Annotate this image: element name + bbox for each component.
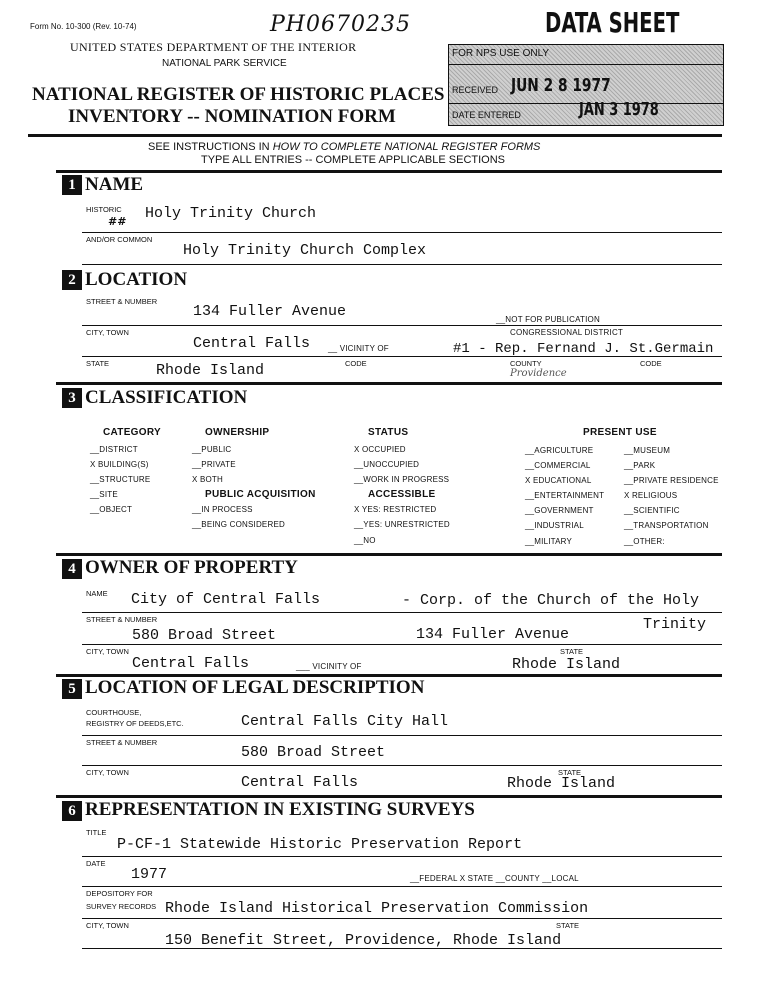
county-label: COUNTY xyxy=(510,359,542,368)
owner-city-label: CITY, TOWN xyxy=(86,647,129,656)
section-5-title: LOCATION OF LEGAL DESCRIPTION xyxy=(85,677,425,698)
location-street: 134 Fuller Avenue xyxy=(193,303,347,320)
date-entered-stamp: JAN 3 1978 xyxy=(579,99,659,120)
acquisition-item: __BEING CONSIDERED xyxy=(192,520,285,529)
location-state-label: STATE xyxy=(86,359,110,368)
category-item: X BUILDING(S) xyxy=(90,460,149,469)
section-3-number: 3 xyxy=(62,388,82,408)
use-item: __ENTERTAINMENT xyxy=(525,491,605,500)
status-item: __WORK IN PROGRESS xyxy=(354,475,450,484)
legal-city-label: CITY, TOWN xyxy=(86,768,129,777)
county-code-label: CODE xyxy=(640,359,662,368)
ownership-item: __PRIVATE xyxy=(192,460,236,469)
handwritten-id: PH0670235 xyxy=(270,12,411,37)
accessible-heading: ACCESSIBLE xyxy=(368,489,436,500)
date-entered-label: DATE ENTERED xyxy=(452,110,521,120)
section-5-number: 5 xyxy=(62,679,82,699)
category-heading: CATEGORY xyxy=(103,427,161,438)
category-item: __DISTRICT xyxy=(90,445,138,454)
present-use-heading: PRESENT USE xyxy=(583,427,657,438)
instructions-line2: TYPE ALL ENTRIES -- COMPLETE APPLICABLE SECTIONS xyxy=(201,154,506,166)
park-service: NATIONAL PARK SERVICE xyxy=(162,58,287,69)
courthouse-label-1: COURTHOUSE, xyxy=(86,708,142,717)
section-rule xyxy=(56,170,722,173)
owner-vicinity: ___ VICINITY OF xyxy=(296,662,362,671)
use-item: __MILITARY xyxy=(525,537,573,546)
form-title-line1: NATIONAL REGISTER OF HISTORIC PLACES xyxy=(32,84,445,105)
depository-label-2: SURVEY RECORDS xyxy=(86,902,157,911)
public-acquisition-heading: PUBLIC ACQUISITION xyxy=(205,489,316,500)
congressional-district: #1 - Rep. Fernand J. St.Germain xyxy=(453,341,714,357)
ownership-item: __PUBLIC xyxy=(192,445,232,454)
use-item: __GOVERNMENT xyxy=(525,506,594,515)
section-1-title: NAME xyxy=(85,174,144,195)
owner-city: Central Falls xyxy=(132,655,250,672)
survey-date: 1977 xyxy=(131,866,168,883)
not-for-publication: __NOT FOR PUBLICATION xyxy=(496,315,600,324)
legal-state: Rhode Island xyxy=(507,775,616,792)
accessible-item: __NO xyxy=(354,536,376,545)
use-item: __PRIVATE RESIDENCE xyxy=(624,476,719,485)
section-4-title: OWNER OF PROPERTY xyxy=(85,557,298,578)
owner-street-1: 580 Broad Street xyxy=(132,627,277,644)
location-vicinity: __ VICINITY OF xyxy=(328,344,389,353)
received-label: RECEIVED xyxy=(452,85,499,95)
owner-street-label: STREET & NUMBER xyxy=(86,615,158,624)
category-item: __OBJECT xyxy=(90,505,133,514)
department: UNITED STATES DEPARTMENT OF THE INTERIOR xyxy=(70,40,357,54)
section-2-number: 2 xyxy=(62,270,82,290)
category-item: __SITE xyxy=(90,490,118,499)
owner-name-label: NAME xyxy=(86,589,108,598)
ownership-heading: OWNERSHIP xyxy=(205,427,270,438)
owner-name-3: Trinity xyxy=(643,616,707,633)
header-rule xyxy=(28,134,722,137)
county-handwritten: Providence xyxy=(510,368,567,379)
location-code-label: CODE xyxy=(345,359,367,368)
survey-city: 150 Benefit Street, Providence, Rhode Island xyxy=(165,932,562,949)
location-street-label: STREET & NUMBER xyxy=(86,297,158,306)
form-number: Form No. 10-300 (Rev. 10-74) xyxy=(30,22,137,31)
owner-street-2: 134 Fuller Avenue xyxy=(416,626,570,643)
owner-name-2: - Corp. of the Church of the Holy xyxy=(402,592,700,609)
use-item: __OTHER: xyxy=(624,537,665,546)
nps-box-header: FOR NPS USE ONLY xyxy=(452,48,550,59)
survey-city-label: CITY, TOWN xyxy=(86,921,129,930)
section-3-title: CLASSIFICATION xyxy=(85,387,248,408)
status-item: X OCCUPIED xyxy=(354,445,406,454)
location-city-label: CITY, TOWN xyxy=(86,328,129,337)
use-item: __AGRICULTURE xyxy=(525,446,594,455)
owner-state: Rhode Island xyxy=(512,656,621,673)
courthouse-value: Central Falls City Hall xyxy=(241,713,449,730)
use-item: __PARK xyxy=(624,461,656,470)
use-item: __COMMERCIAL xyxy=(525,461,591,470)
use-item: __TRANSPORTATION xyxy=(624,521,709,530)
historic-label: HISTORIC xyxy=(86,205,122,214)
survey-title: P-CF-1 Statewide Historic Preservation Report xyxy=(117,836,523,853)
owner-name-1: City of Central Falls xyxy=(131,591,321,608)
received-stamp: JUN 2 8 1977 xyxy=(511,75,611,96)
legal-street-label: STREET & NUMBER xyxy=(86,738,158,747)
legal-state-label: STATE xyxy=(558,768,582,777)
data-sheet-stamp: DATA SHEET xyxy=(545,6,680,39)
legal-street: 580 Broad Street xyxy=(241,744,386,761)
accessible-item: X YES: RESTRICTED xyxy=(354,505,437,514)
form-title-line2: INVENTORY -- NOMINATION FORM xyxy=(68,106,396,127)
survey-date-label: DATE xyxy=(86,859,106,868)
status-heading: STATUS xyxy=(368,427,409,438)
section-6-number: 6 xyxy=(62,801,82,821)
section-4-number: 4 xyxy=(62,559,82,579)
historic-mark: ## xyxy=(108,215,127,228)
courthouse-label-2: REGISTRY OF DEEDS,ETC. xyxy=(86,719,184,728)
location-state: Rhode Island xyxy=(156,362,265,379)
category-item: __STRUCTURE xyxy=(90,475,151,484)
common-label: AND/OR COMMON xyxy=(86,235,153,244)
common-name: Holy Trinity Church Complex xyxy=(183,242,427,259)
owner-state-label: STATE xyxy=(560,647,584,656)
survey-title-label: TITLE xyxy=(86,828,107,837)
instructions-line1: SEE INSTRUCTIONS IN HOW TO COMPLETE NATIONAL REGISTER FORMS xyxy=(148,141,541,153)
acquisition-item: __IN PROCESS xyxy=(192,505,253,514)
depository-value: Rhode Island Historical Preservation Commission xyxy=(165,900,589,917)
use-item: __MUSEUM xyxy=(624,446,671,455)
depository-label-1: DEPOSITORY FOR xyxy=(86,889,153,898)
section-6-title: REPRESENTATION IN EXISTING SURVEYS xyxy=(85,799,475,820)
survey-levels: __FEDERAL X STATE __COUNTY __LOCAL xyxy=(410,874,579,883)
location-city: Central Falls xyxy=(193,335,311,352)
ownership-item: X BOTH xyxy=(192,475,223,484)
survey-state-label: STATE xyxy=(556,921,580,930)
use-item: __INDUSTRIAL xyxy=(525,521,584,530)
use-item: __SCIENTIFIC xyxy=(624,506,680,515)
use-item: X RELIGIOUS xyxy=(624,491,678,500)
legal-city: Central Falls xyxy=(241,774,359,791)
congressional-district-label: CONGRESSIONAL DISTRICT xyxy=(510,328,624,337)
nps-use-box xyxy=(448,44,724,126)
historic-name: Holy Trinity Church xyxy=(145,205,317,222)
use-item: X EDUCATIONAL xyxy=(525,476,592,485)
accessible-item: __YES: UNRESTRICTED xyxy=(354,520,450,529)
section-2-title: LOCATION xyxy=(85,269,188,290)
status-item: __UNOCCUPIED xyxy=(354,460,420,469)
section-1-number: 1 xyxy=(62,175,82,195)
